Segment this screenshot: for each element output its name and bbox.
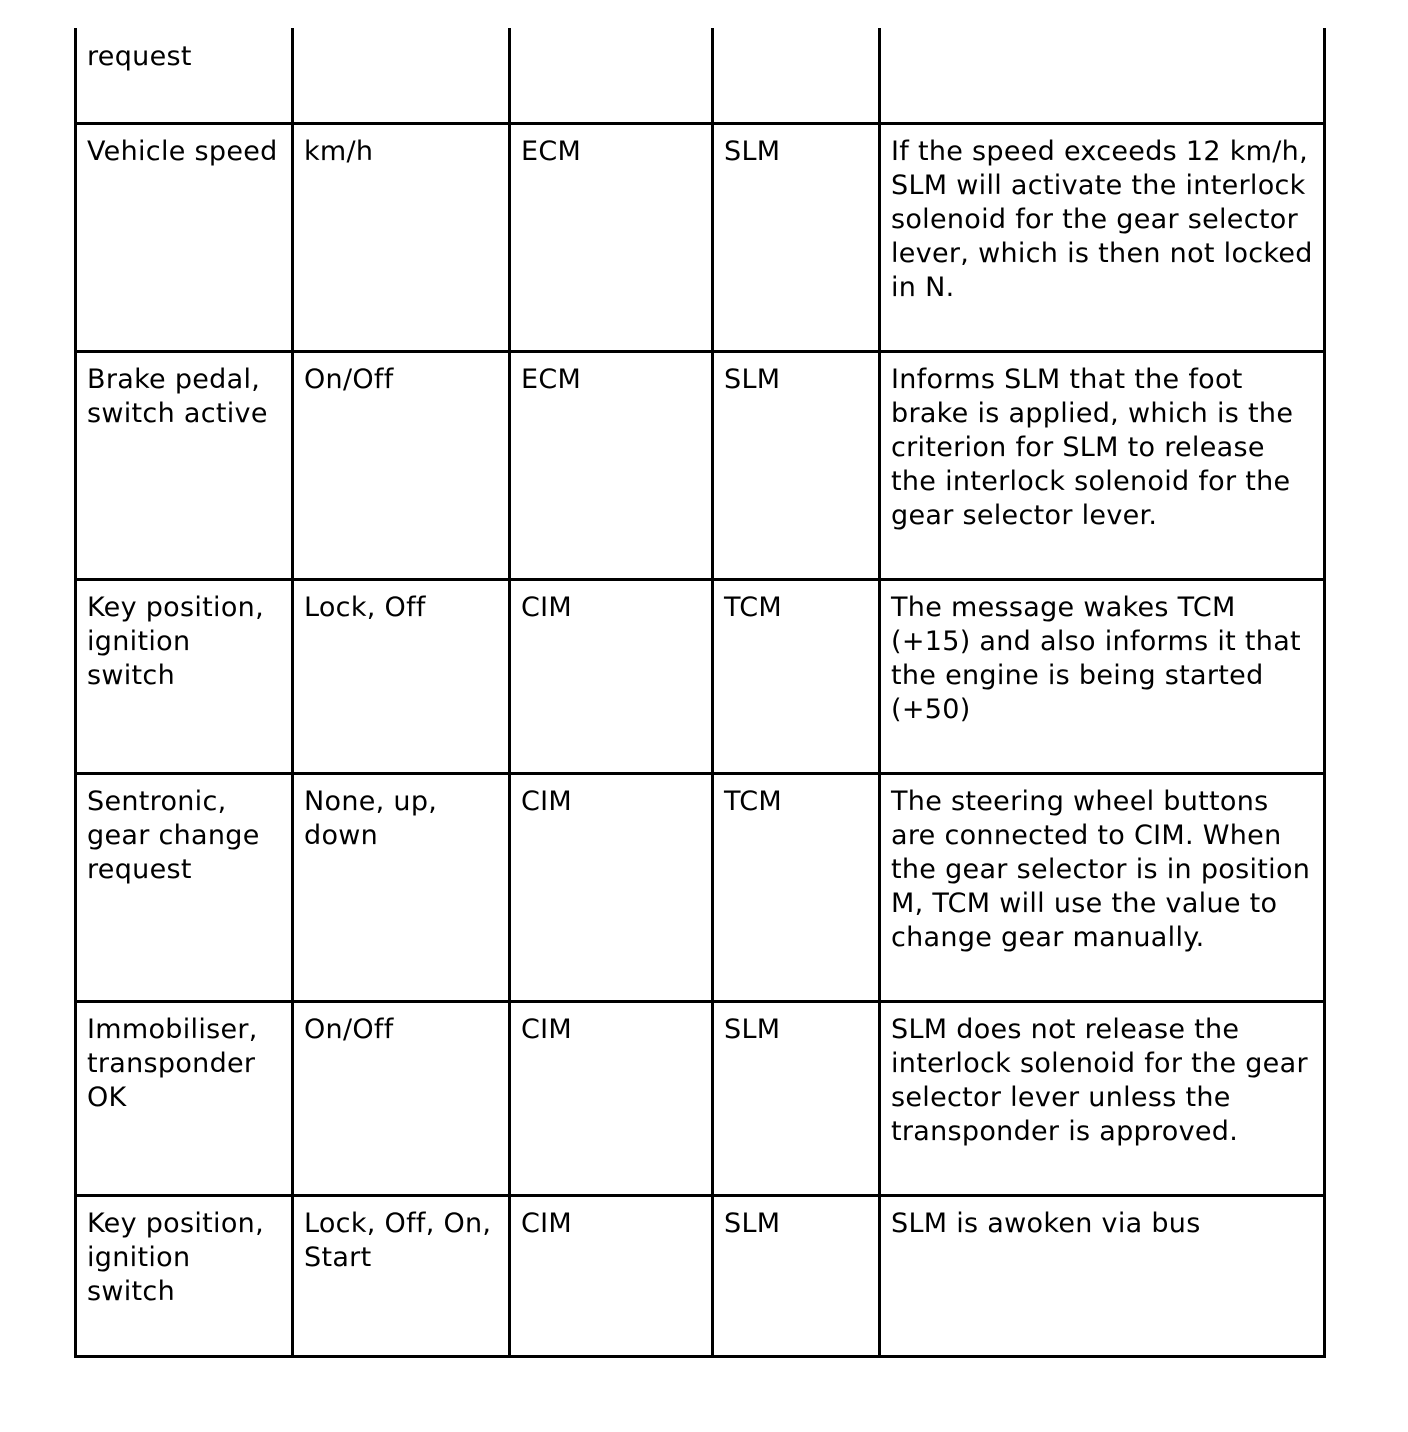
table-row [76, 351, 1325, 579]
value-cell: Lock, Off [293, 579, 510, 773]
value-cell: None, up, down [293, 773, 510, 1001]
receiver-cell: SLM [713, 1195, 880, 1356]
sender-cell [510, 28, 713, 123]
description-cell [880, 28, 1325, 123]
receiver-cell [713, 28, 880, 123]
value-cell: Lock, Off, On, Start [293, 1195, 510, 1356]
table-row [76, 773, 1325, 1001]
receiver-cell: TCM [713, 579, 880, 773]
receiver-cell: TCM [713, 773, 880, 1001]
table-row [76, 123, 1325, 351]
description-cell: SLM does not release the interlock solenoid for the gear selector lever unless the transponder is approved. [880, 1001, 1325, 1195]
signal-cell: Brake pedal, switch active [76, 351, 293, 579]
receiver-cell: SLM [713, 123, 880, 351]
signal-cell: Sentronic, gear change request [76, 773, 293, 1001]
signal-cell: Vehicle speed [76, 123, 293, 351]
sender-cell: ECM [510, 123, 713, 351]
receiver-cell: SLM [713, 351, 880, 579]
description-cell: The message wakes TCM (+15) and also informs it that the engine is being started (+50) [880, 579, 1325, 773]
sender-cell: CIM [510, 1001, 713, 1195]
table-row [76, 579, 1325, 773]
table-row [76, 1001, 1325, 1195]
sender-cell: ECM [510, 351, 713, 579]
signal-cell: Key position, ignition switch [76, 1195, 293, 1356]
description-cell: Informs SLM that the foot brake is applied, which is the criterion for SLM to release the interlock solenoid for the gear selector lever. [880, 351, 1325, 579]
sender-cell: CIM [510, 1195, 713, 1356]
value-cell: km/h [293, 123, 510, 351]
value-cell [293, 28, 510, 123]
signal-table [74, 28, 1326, 1358]
signal-cell: request [76, 28, 293, 123]
description-cell: If the speed exceeds 12 km/h, SLM will activate the interlock solenoid for the gear selector lever, which is then not locked in N. [880, 123, 1325, 351]
value-cell: On/Off [293, 1001, 510, 1195]
value-cell: On/Off [293, 351, 510, 579]
sender-cell: CIM [510, 773, 713, 1001]
table-row [76, 1195, 1325, 1356]
description-cell: SLM is awoken via bus [880, 1195, 1325, 1356]
table-row [76, 28, 1325, 123]
signal-cell: Key position, ignition switch [76, 579, 293, 773]
description-cell: The steering wheel buttons are connected to CIM. When the gear selector is in position M, TCM will use the value to change gear manually. [880, 773, 1325, 1001]
signal-cell: Immobiliser, transponder OK [76, 1001, 293, 1195]
sender-cell: CIM [510, 579, 713, 773]
receiver-cell: SLM [713, 1001, 880, 1195]
